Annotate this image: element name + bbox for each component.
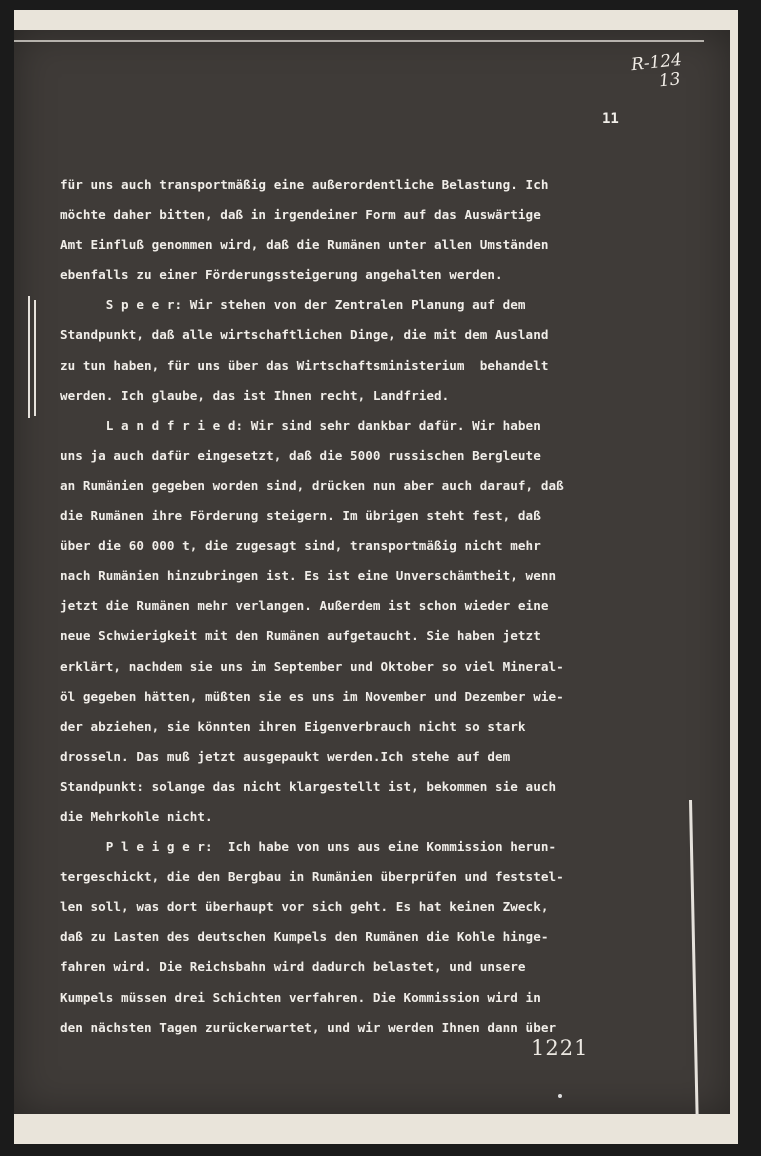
text-line: tergeschickt, die den Bergbau in Rumänien überprüfen und feststel-	[60, 869, 564, 885]
text-line: an Rumänien gegeben worden sind, drücken nun aber auch darauf, daß	[60, 477, 564, 493]
text-line: zu tun haben, für uns über das Wirtschaftsministerium behandelt	[60, 357, 549, 373]
page-text	[60, 170, 660, 1043]
archive-mark-line-2: 13	[657, 69, 682, 92]
text-line: die Mehrkohle nicht.	[60, 808, 213, 824]
dust-dot	[558, 1094, 562, 1098]
text-line: L a n d f r i e d: Wir sind sehr dankbar dafür. Wir haben	[60, 417, 541, 433]
text-line: fahren wird. Die Reichsbahn wird dadurch belastet, und unsere	[60, 959, 526, 975]
archive-mark-line-1: R-124	[630, 49, 683, 76]
text-line: P l e i g e r: Ich habe von uns aus eine Kommission herun-	[60, 839, 557, 855]
margin-mark-left	[28, 296, 30, 418]
text-line: werden. Ich glaube, das ist Ihnen recht, Landfried.	[60, 387, 450, 403]
text-line: der abziehen, sie könnten ihren Eigenverbrauch nicht so stark	[60, 718, 526, 734]
text-line: Amt Einfluß genommen wird, daß die Rumänen unter allen Umständen	[60, 237, 549, 253]
text-line: den nächsten Tagen zurückerwartet, und wir werden Ihnen dann über	[60, 1019, 557, 1035]
text-line: ebenfalls zu einer Förderungssteigerung angehalten werden.	[60, 267, 503, 283]
text-line: die Rumänen ihre Förderung steigern. Im übrigen steht fest, daß	[60, 508, 541, 524]
text-line: öl gegeben hätten, müßten sie es uns im November und Dezember wie-	[60, 688, 564, 704]
margin-mark-left-2	[34, 300, 36, 416]
text-line: uns ja auch dafür eingesetzt, daß die 5000 russischen Bergleute	[60, 447, 541, 463]
text-line: drosseln. Das muß jetzt ausgepaukt werden.Ich stehe auf dem	[60, 748, 511, 764]
text-line: neue Schwierigkeit mit den Rumänen aufgetaucht. Sie haben jetzt	[60, 628, 541, 644]
text-line: über die 60 000 t, die zugesagt sind, transportmäßig nicht mehr	[60, 538, 541, 554]
text-line: nach Rumänien hinzubringen ist. Es ist eine Unverschämtheit, wenn	[60, 568, 557, 584]
text-line: len soll, was dort überhaupt vor sich geht. Es hat keinen Zweck,	[60, 899, 549, 915]
text-line: erklärt, nachdem sie uns im September und Oktober so viel Mineral-	[60, 658, 564, 674]
text-line: S p e e r: Wir stehen von der Zentralen Planung auf dem	[60, 297, 526, 313]
page-number: 11	[602, 111, 619, 127]
text-line: möchte daher bitten, daß in irgendeiner Form auf das Auswärtige	[60, 207, 541, 223]
document-stamp-number: 1221	[531, 1036, 589, 1060]
top-rule	[14, 40, 704, 42]
text-line: jetzt die Rumänen mehr verlangen. Außerdem ist schon wieder eine	[60, 598, 549, 614]
text-line: Kumpels müssen drei Schichten verfahren. Die Kommission wird in	[60, 989, 541, 1005]
text-line: Standpunkt, daß alle wirtschaftlichen Dinge, die mit dem Ausland	[60, 327, 549, 343]
text-line: für uns auch transportmäßig eine außerordentliche Belastung. Ich	[60, 177, 549, 192]
text-line: Standpunkt: solange das nicht klargestellt ist, bekommen sie auch	[60, 778, 557, 794]
text-line: daß zu Lasten des deutschen Kumpels den Rumänen die Kohle hinge-	[60, 929, 549, 945]
